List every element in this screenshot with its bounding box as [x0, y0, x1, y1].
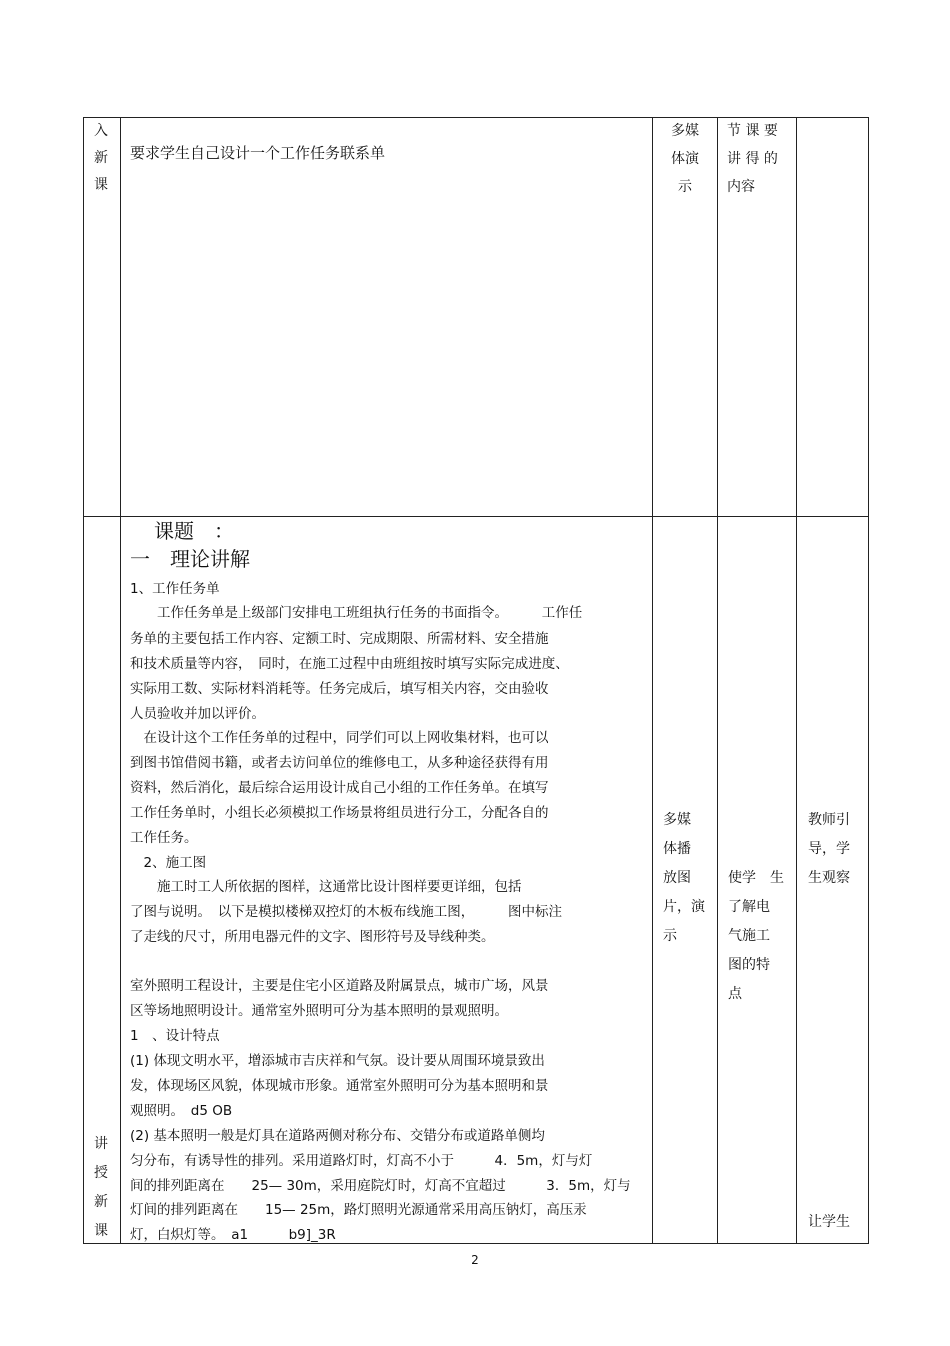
- col-border-4: [796, 117, 797, 1244]
- row2-stage-char: 讲: [94, 1136, 108, 1152]
- body-line: 发，体现场区风貌，体现城市形象。通常室外照明可分为基本照明和景: [130, 1078, 549, 1094]
- body-line: 工作任务单是上级部门安排电工班组执行任务的书面指令。 工作任: [130, 605, 583, 621]
- col-border-left: [83, 117, 84, 1244]
- col-border-right: [868, 117, 869, 1244]
- row1-method-line: 示: [678, 179, 692, 195]
- body-line: 室外照明工程设计，主要是住宅小区道路及附属景点，城市广场，风景: [130, 978, 549, 994]
- body-line: 间的排列距离在 25— 30m，采用庭院灯时，灯高不宜超过 3．5m，灯与: [130, 1178, 631, 1194]
- row2-activity-line: 教师引: [808, 812, 850, 828]
- body-line: 人员验收并加以评价。: [130, 706, 265, 722]
- row2-intent-line: 了解电: [728, 899, 770, 915]
- row2-intent-line: 点: [728, 986, 742, 1002]
- body-line: 2、施工图: [130, 855, 207, 871]
- body-line: 工作任务。: [130, 830, 198, 846]
- row2-intent-line: 使学 生: [728, 870, 784, 886]
- body-line: 资料，然后消化，最后综合运用设计成自己小组的工作任务单。在填写: [130, 780, 549, 796]
- body-line: 在设计这个工作任务单的过程中，同学们可以上网收集材料，也可以: [130, 730, 549, 746]
- row2-method-line: 放图: [663, 870, 691, 886]
- body-line: 务单的主要包括工作内容、定额工时、完成期限、所需材料、安全措施: [130, 631, 549, 647]
- table-bottom-border: [83, 1243, 869, 1244]
- row2-stage-char: 课: [94, 1223, 108, 1239]
- row1-stage-char: 入: [94, 123, 108, 139]
- body-line: (2) 基本照明一般是灯具在道路两侧对称分布、交错分布或道路单侧均: [130, 1128, 545, 1144]
- lesson-heading: 课题 ：: [154, 519, 234, 543]
- row2-intent-line: 气施工: [728, 928, 770, 944]
- row2-activity: [808, 806, 866, 893]
- section-title: 一 理论讲解: [130, 547, 250, 571]
- row1-intent-line: 节 课 要: [727, 123, 778, 139]
- body-line: 到图书馆借阅书籍，或者去访问单位的维修电工，从多种途径获得有用: [130, 755, 549, 771]
- row1-stage-char: 新: [94, 150, 108, 166]
- row1-intent-line: 内容: [727, 179, 755, 195]
- body-line: 灯，白炽灯等。 a1 b9]_3R: [130, 1227, 336, 1243]
- row1-stage-char: 课: [94, 177, 108, 193]
- body-line: 了图与说明。 以下是模拟楼梯双控灯的木板布线施工图， 图中标注: [130, 904, 562, 920]
- body-line: 区等场地照明设计。通常室外照明可分为基本照明的景观照明。: [130, 1003, 508, 1019]
- row2-intent: [728, 864, 794, 1009]
- body-line: 匀分布，有诱导性的排列。采用道路灯时，灯高不小于 4．5m，灯与灯: [130, 1153, 593, 1169]
- row2-method-line: 示: [663, 928, 677, 944]
- col-border-1: [120, 117, 121, 1244]
- row2-intent-line: 图的特: [728, 957, 770, 973]
- col-border-2: [652, 117, 653, 1244]
- row1-intent-line: 讲 得 的: [727, 151, 778, 167]
- col-border-3: [717, 117, 718, 1244]
- body-line: 灯间的排列距离在 15— 25m，路灯照明光源通常采用高压钠灯，高压汞: [130, 1202, 587, 1218]
- row-divider: [83, 516, 869, 517]
- row2-method-line: 多媒: [663, 812, 691, 828]
- row1-method: [653, 117, 717, 201]
- body-line: 了走线的尺寸，所用电器元件的文字、图形符号及导线种类。: [130, 929, 495, 945]
- body-line: 观照明。 d5 OB: [130, 1103, 233, 1119]
- row2-method: [663, 806, 717, 951]
- body-line: 工作任务单时，小组长必须模拟工作场景将组员进行分工，分配各自的: [130, 805, 549, 821]
- row1-stage-label: [84, 118, 118, 199]
- row2-activity-bottom: 让学生: [808, 1214, 850, 1230]
- row2-stage-char: 授: [94, 1165, 108, 1181]
- row2-activity-line: 生观察: [808, 870, 850, 886]
- body-line: (1) 体现文明水平，增添城市吉庆祥和气氛。设计要从周围环境景致出: [130, 1053, 545, 1069]
- page-number: 2: [471, 1253, 479, 1267]
- row1-content: 要求学生自己设计一个工作任务联系单: [130, 144, 386, 162]
- row2-method-line: 片，演: [663, 899, 705, 915]
- row1-method-line: 多媒: [671, 123, 699, 139]
- body-line: 1 、设计特点: [130, 1028, 220, 1044]
- body-line: 实际用工数、实际材料消耗等。任务完成后，填写相关内容，交由验收: [130, 681, 549, 697]
- row2-method-line: 体播: [663, 841, 691, 857]
- row1-method-line: 体演: [671, 151, 699, 167]
- body-line: 和技术质量等内容， 同时，在施工过程中由班组按时填写实际完成进度、: [130, 656, 569, 672]
- row2-stage-char: 新: [94, 1194, 108, 1210]
- row1-intent: [727, 117, 793, 201]
- body-line: 1、工作任务单: [130, 581, 220, 597]
- body-line: 施工时工人所依据的图样，这通常比设计图样要更详细，包括: [130, 879, 522, 895]
- row2-activity-line: 导，学: [808, 841, 850, 857]
- row2-stage-label: [84, 1130, 118, 1246]
